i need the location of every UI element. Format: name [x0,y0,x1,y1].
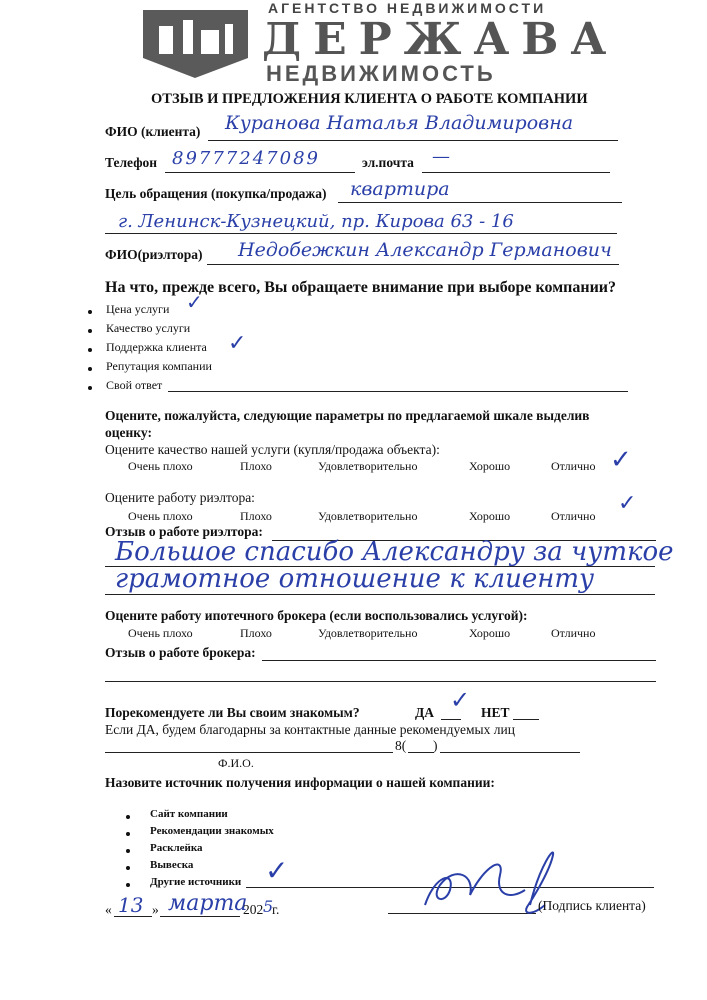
check-icon: ✓ [265,854,289,887]
check-icon: ✓ [618,491,637,516]
source-signboard: Вывеска [150,859,194,871]
source-posters: Расклейка [150,842,203,854]
check-icon: ✓ [186,290,203,314]
date-year-prefix: 202 [243,902,264,917]
date-end: г. [272,902,280,917]
signature-caption: (Подпись клиента) [538,898,646,913]
quality-scale-excellent: Отлично [551,459,596,473]
quality-question: Оцените качество нашей услуги (купля/продажа объекта): [105,442,440,457]
address-value: г. Ленинск-Кузнецкий, пр. Кирова 63 - 16 [118,211,514,232]
date-month: марта [168,891,248,916]
option-reputation: Репутация компании [106,359,212,373]
realtor-scale-ok: Удовлетворительно [318,509,418,523]
client-fio-label: ФИО (клиента) [105,124,201,139]
check-icon: ✓ [228,331,247,356]
brand-name: ДЕРЖАВА [262,14,619,65]
source-title: Назовите источник получения информации о нашей компании: [105,775,495,790]
rating-title-line1: Оцените, пожалуйста, следующие параметры по предлагаемой шкале выделив [105,408,590,423]
realtor-fio-value: Недобежкин Александр Германович [238,239,612,261]
option-own-answer: Свой ответ [106,378,163,392]
contact-phone-prefix: 8( [395,738,407,753]
brand-sub: НЕДВИЖИМОСТЬ [266,61,496,86]
rating-title-line2: оценку: [105,425,152,440]
contact-phone-suffix: ) [433,738,438,753]
realtor-rating-question: Оцените работу риэлтора: [105,490,255,505]
option-price: Цена услуги [106,302,170,316]
check-icon: ✓ [610,445,632,475]
agency-top-text: АГЕНТСТВО НЕДВИЖИМОСТИ [268,0,547,16]
check-icon: ✓ [450,686,471,714]
recommend-question: Порекомендуете ли Вы своим знакомым? [105,705,360,720]
broker-scale-ok: Удовлетворительно [318,626,418,640]
purpose-label: Цель обращения (покупка/продажа) [105,186,327,201]
date-close-quote: » [152,902,159,917]
date-open-quote: « [105,902,112,917]
realtor-scale-good: Хорошо [469,509,511,523]
broker-title: Оцените работу ипотечного брокера (если воспользовались услугой): [105,608,528,623]
date-year-suffix: 5 [263,897,274,916]
broker-scale-very-bad: Очень плохо [128,626,193,640]
realtor-fio-label: ФИО(риэлтора) [105,247,203,262]
phone-label: Телефон [105,155,158,170]
source-site: Сайт компании [150,808,228,820]
recommend-yes: ДА [415,705,435,720]
broker-scale-good: Хорошо [469,626,511,640]
source-other: Другие источники [150,876,242,888]
source-friends: Рекомендации знакомых [150,825,274,837]
broker-scale-bad: Плохо [240,626,272,640]
option-quality: Качество услуги [106,321,191,335]
realtor-scale-excellent: Отлично [551,509,596,523]
contacts-text: Если ДА, будем благодарны за контактные данные рекомендуемых лиц [105,722,515,737]
form-title: ОТЗЫВ И ПРЕДЛОЖЕНИЯ КЛИЕНТА О РАБОТЕ КОМПАНИИ [151,91,588,107]
realtor-review-label: Отзыв о работе риэлтора: [105,524,263,539]
question1-title: На что, прежде всего, Вы обращаете внимание при выборе компании? [105,279,617,296]
realtor-review-line1: Большое спасибо Александру за чуткое [115,537,674,567]
recommend-no: НЕТ [481,705,510,720]
phone-value: 89777247089 [172,148,320,169]
realtor-review-line2: грамотное отношение к клиенту [115,564,595,594]
realtor-scale-very-bad: Очень плохо [128,509,193,523]
client-fio-value: Куранова Наталья Владимировна [225,112,574,134]
quality-scale-bad: Плохо [240,459,272,473]
quality-scale-ok: Удовлетворительно [318,459,418,473]
purpose-value: квартира [350,178,450,200]
option-support: Поддержка клиента [106,340,207,354]
quality-scale-very-bad: Очень плохо [128,459,193,473]
broker-scale-excellent: Отлично [551,626,596,640]
quality-scale-good: Хорошо [469,459,511,473]
email-value: — [432,146,450,167]
date-day: 13 [118,893,144,917]
broker-review-label: Отзыв о работе брокера: [105,645,256,660]
email-label: эл.почта [362,155,414,170]
realtor-scale-bad: Плохо [240,509,272,523]
logo-icon [143,8,248,78]
contact-fio-caption: Ф.И.О. [218,756,254,770]
